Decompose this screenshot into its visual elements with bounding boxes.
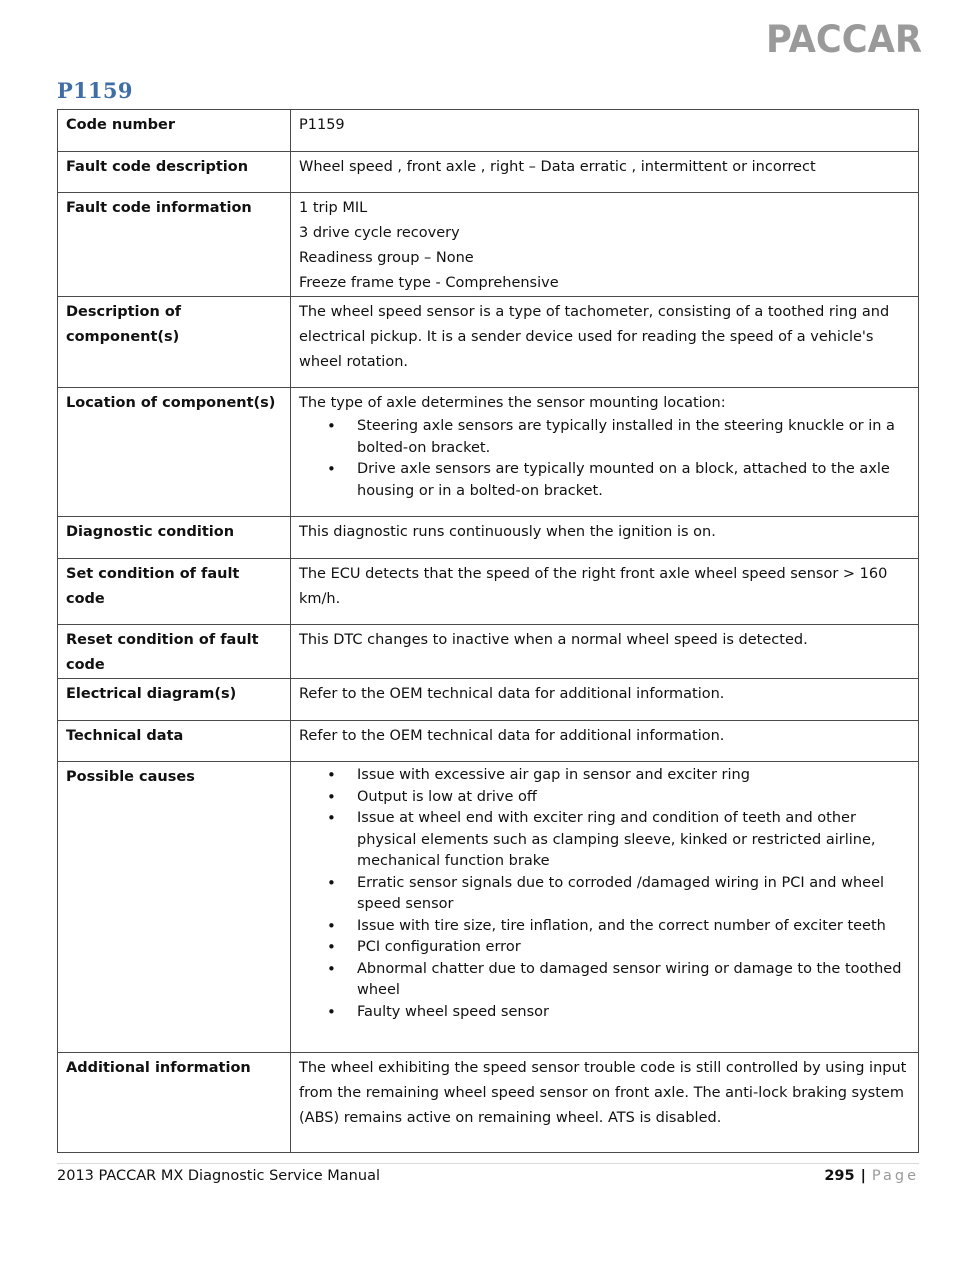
location-intro: The type of axle determines the sensor mounting location: bbox=[299, 395, 726, 411]
row-value: Refer to the OEM technical data for additional information. bbox=[291, 721, 919, 762]
row-value bbox=[291, 388, 919, 517]
row-value: Refer to the OEM technical data for additional information. bbox=[291, 679, 919, 721]
row-value: This DTC changes to inactive when a normal wheel speed is detected. bbox=[291, 625, 919, 679]
row-label: Diagnostic condition bbox=[58, 517, 291, 559]
page-number: 295 bbox=[824, 1168, 855, 1184]
row-value: P1159 bbox=[291, 110, 919, 152]
row-label: Additional information bbox=[58, 1053, 291, 1153]
row-value: The ECU detects that the speed of the right front axle wheel speed sensor > 160 km/h. bbox=[291, 559, 919, 625]
row-label: Description of component(s) bbox=[58, 297, 291, 388]
row-value: The wheel speed sensor is a type of tachometer, consisting of a toothed ring and electrical pickup. It is a sender device used for reading the speed of a vehicle's wheel rotation. bbox=[291, 297, 919, 388]
table-row bbox=[58, 110, 919, 152]
list-item: • Issue with excessive air gap in sensor and exciter ring bbox=[357, 765, 910, 787]
row-label: Technical data bbox=[58, 721, 291, 762]
table-row bbox=[58, 559, 919, 625]
row-value: This diagnostic runs continuously when the ignition is on. bbox=[291, 517, 919, 559]
row-value: The wheel exhibiting the speed sensor trouble code is still controlled by using input from the remaining wheel speed sensor on front axle. The anti-lock braking system (ABS) remains active on remaining wheel. ATS is disabled. bbox=[291, 1053, 919, 1153]
info-line: 1 trip MIL bbox=[299, 200, 368, 216]
table-row bbox=[58, 679, 919, 721]
list-item: • Drive axle sensors are typically mounted on a block, attached to the axle housing or in a bolted-on bracket. bbox=[357, 459, 910, 502]
table-row bbox=[58, 625, 919, 679]
row-value bbox=[291, 762, 919, 1053]
table-row bbox=[58, 193, 919, 297]
list-item: • PCI configuration error bbox=[357, 937, 910, 959]
table-row bbox=[58, 721, 919, 762]
list-item: • Erratic sensor signals due to corroded /damaged wiring in PCI and wheel speed sensor bbox=[357, 873, 910, 916]
page-separator: | bbox=[860, 1168, 866, 1184]
info-line: Readiness group – None bbox=[299, 250, 474, 266]
causes-list bbox=[299, 765, 910, 1023]
table-row bbox=[58, 1053, 919, 1153]
table-row bbox=[58, 152, 919, 193]
info-line: 3 drive cycle recovery bbox=[299, 225, 460, 241]
row-value: Wheel speed , front axle , right – Data erratic , intermittent or incorrect bbox=[291, 152, 919, 193]
page-title: P1159 bbox=[57, 78, 133, 103]
table-row bbox=[58, 388, 919, 517]
table-row bbox=[58, 762, 919, 1053]
list-item: • Issue at wheel end with exciter ring and condition of teeth and other physical elements such as clamping sleeve, kinked or restricted airline, mechanical function brake bbox=[357, 808, 910, 873]
row-label: Fault code description bbox=[58, 152, 291, 193]
logo-wordmark: PACCAR bbox=[766, 18, 922, 56]
row-label: Set condition of fault code bbox=[58, 559, 291, 625]
list-item: • Faulty wheel speed sensor bbox=[357, 1002, 910, 1024]
footer-divider bbox=[57, 1163, 919, 1164]
table-row bbox=[58, 517, 919, 559]
row-label: Electrical diagram(s) bbox=[58, 679, 291, 721]
fault-code-table bbox=[57, 109, 919, 1153]
paccar-logo-icon bbox=[766, 18, 924, 56]
paccar-logo bbox=[766, 18, 924, 56]
list-item: • Steering axle sensors are typically installed in the steering knuckle or in a bolted-on bracket. bbox=[357, 416, 910, 459]
info-line: Freeze frame type - Comprehensive bbox=[299, 275, 559, 291]
row-label: Fault code information bbox=[58, 193, 291, 297]
row-label: Reset condition of fault code bbox=[58, 625, 291, 679]
row-label: Possible causes bbox=[58, 762, 291, 1053]
footer-page-indicator bbox=[824, 1168, 919, 1184]
row-label: Location of component(s) bbox=[58, 388, 291, 517]
location-list bbox=[299, 416, 910, 502]
table-row bbox=[58, 297, 919, 388]
list-item: • Issue with tire size, tire inflation, and the correct number of exciter teeth bbox=[357, 916, 910, 938]
list-item: • Abnormal chatter due to damaged sensor wiring or damage to the toothed wheel bbox=[357, 959, 910, 1002]
list-item: • Output is low at drive off bbox=[357, 787, 910, 809]
footer-manual-title: 2013 PACCAR MX Diagnostic Service Manual bbox=[57, 1168, 380, 1184]
page-word: Page bbox=[871, 1168, 919, 1184]
row-label: Code number bbox=[58, 110, 291, 152]
row-value bbox=[291, 193, 919, 297]
